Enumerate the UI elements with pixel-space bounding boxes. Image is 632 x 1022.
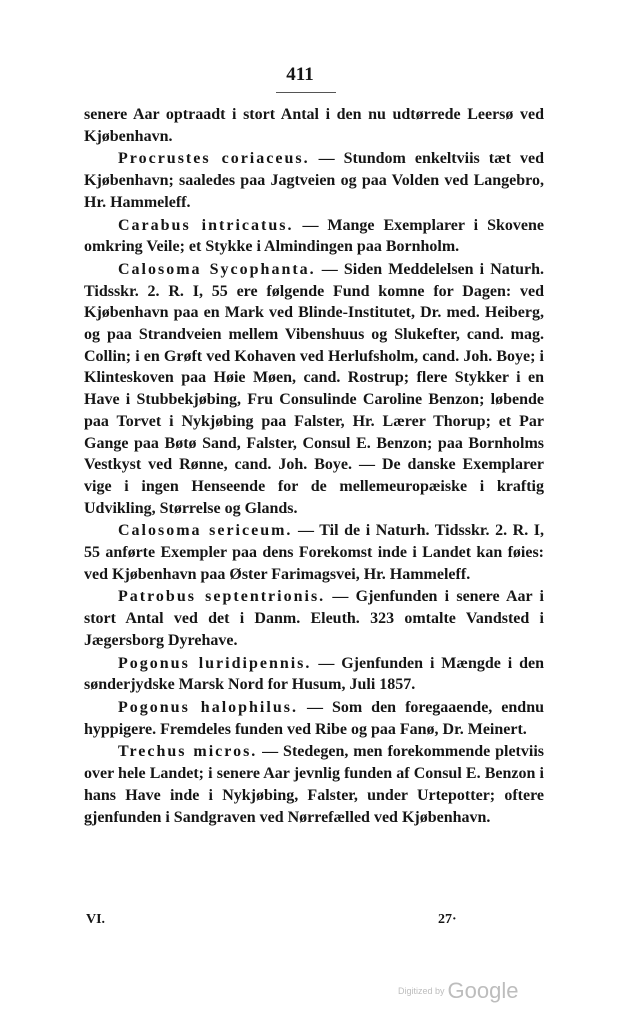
google-logo: Google <box>447 978 519 1003</box>
entry-pogonus-halophilus <box>84 697 544 740</box>
species-name: Procrustes coriaceus. <box>118 150 310 168</box>
entry-patrobus-septentrionis <box>84 586 544 651</box>
species-name: Patrobus septentrionis. <box>118 588 326 606</box>
signature-mark-right: 27· <box>438 912 457 927</box>
entry-text: — Mange Exemplarer i Skovene omkring Veile; et Stykke i Almindingen paa Bornholm. <box>84 216 545 256</box>
entry-text: — Stundom enkeltviis tæt ved Kjøbenhavn; saaledes paa Jagtveien og paa Volden ved Langebro, Hr. Hammeleff. <box>84 150 544 211</box>
entry-text: — Gjenfunden i senere Aar i stort Antal ved det i Danm. Eleuth. 323 omtalte Vandsted i Jægersborg Dyrehave. <box>84 588 544 649</box>
entry-pogonus-luridipennis <box>84 653 544 696</box>
species-name: Trechus micros. <box>118 743 258 761</box>
species-name: Pogonus luridipennis. <box>118 654 312 672</box>
entry-continuation <box>84 104 544 147</box>
entry-text: — Som den foregaaende, endnu hyppigere. Fremdeles funden ved Ribe og paa Fanø, Dr. Meinert. <box>84 698 545 738</box>
signature-mark-left: VI. <box>86 912 106 927</box>
watermark-digitized-text: Digitized by <box>398 986 445 996</box>
entry-text: — Til de i Naturh. Tidsskr. 2. R. I, 55 anførte Exempler paa dens Forekomst inde i Landet kan føies: ved Kjøbenhavn paa Øster Farimagsvei, Hr. Hammeleff. <box>84 522 544 583</box>
page-number-rule <box>276 92 336 94</box>
entry-carabus-intricatus <box>84 215 544 258</box>
entry-text: — Siden Meddelelsen i Naturh. Tidsskr. 2. R. I, 55 ere følgende Fund komne for Dagen: ved Kjøbenhavn paa en Mark ved Blinde-Institutet, Dr. med. Heiberg, og paa Strandveien mellem Vibenshuus og Slukefter, cand. mag. Collin; i en Grøft ved Kohaven ved Herlufsholm, cand. Joh. Boye; i Klinteskoven paa Høie Møen, cand. Rostrup; flere Stykker i en Have i Stubbekjøbing, Fru Consulinde Caroline Benzon; løbende paa Torvet i Nykjøbing paa Falster, Hr. Lærer Thorup; et Par Gange paa Bøtø Sand, Falster, Consul E. Benzon; paa Bornholms Vestkyst ved Rønne, cand. Joh. Boye. — De danske Exemplarer vige i ingen Henseende for de mellemeuropæiske i kraftig Udvikling, Størrelse og Glands. <box>84 260 544 517</box>
entry-text: — Gjenfunden i Mængde i den sønderjydske Marsk Nord for Husum, Juli 1857. <box>84 654 545 694</box>
google-watermark <box>398 978 518 1004</box>
entry-calosoma-sycophanta <box>84 259 544 519</box>
entry-text: senere Aar optraadt i stort Antal i den nu udtørrede Leersø ved Kjøbenhavn. <box>84 106 544 145</box>
species-name: Calosoma sericeum. <box>118 522 293 540</box>
species-name: Carabus intricatus. <box>118 216 294 234</box>
species-name: Pogonus halophilus. <box>118 698 298 716</box>
text-body <box>84 104 544 828</box>
entry-text: — Stedegen, men forekommende pletviis over hele Landet; i senere Aar jevnlig funden af Consul E. Benzon i hans Have inde i Nykjøbing, Falster, under Urtepotter; oftere gjenfunden i Sandgraven ved Nørrefælled ved Kjøbenhavn. <box>84 743 545 826</box>
entry-calosoma-sericeum <box>84 520 544 585</box>
entry-trechus-micros <box>84 741 544 828</box>
page-number: 411 <box>286 64 314 85</box>
species-name: Calosoma Sycophanta. <box>118 260 316 278</box>
entry-procrustes-coriaceus <box>84 148 544 213</box>
